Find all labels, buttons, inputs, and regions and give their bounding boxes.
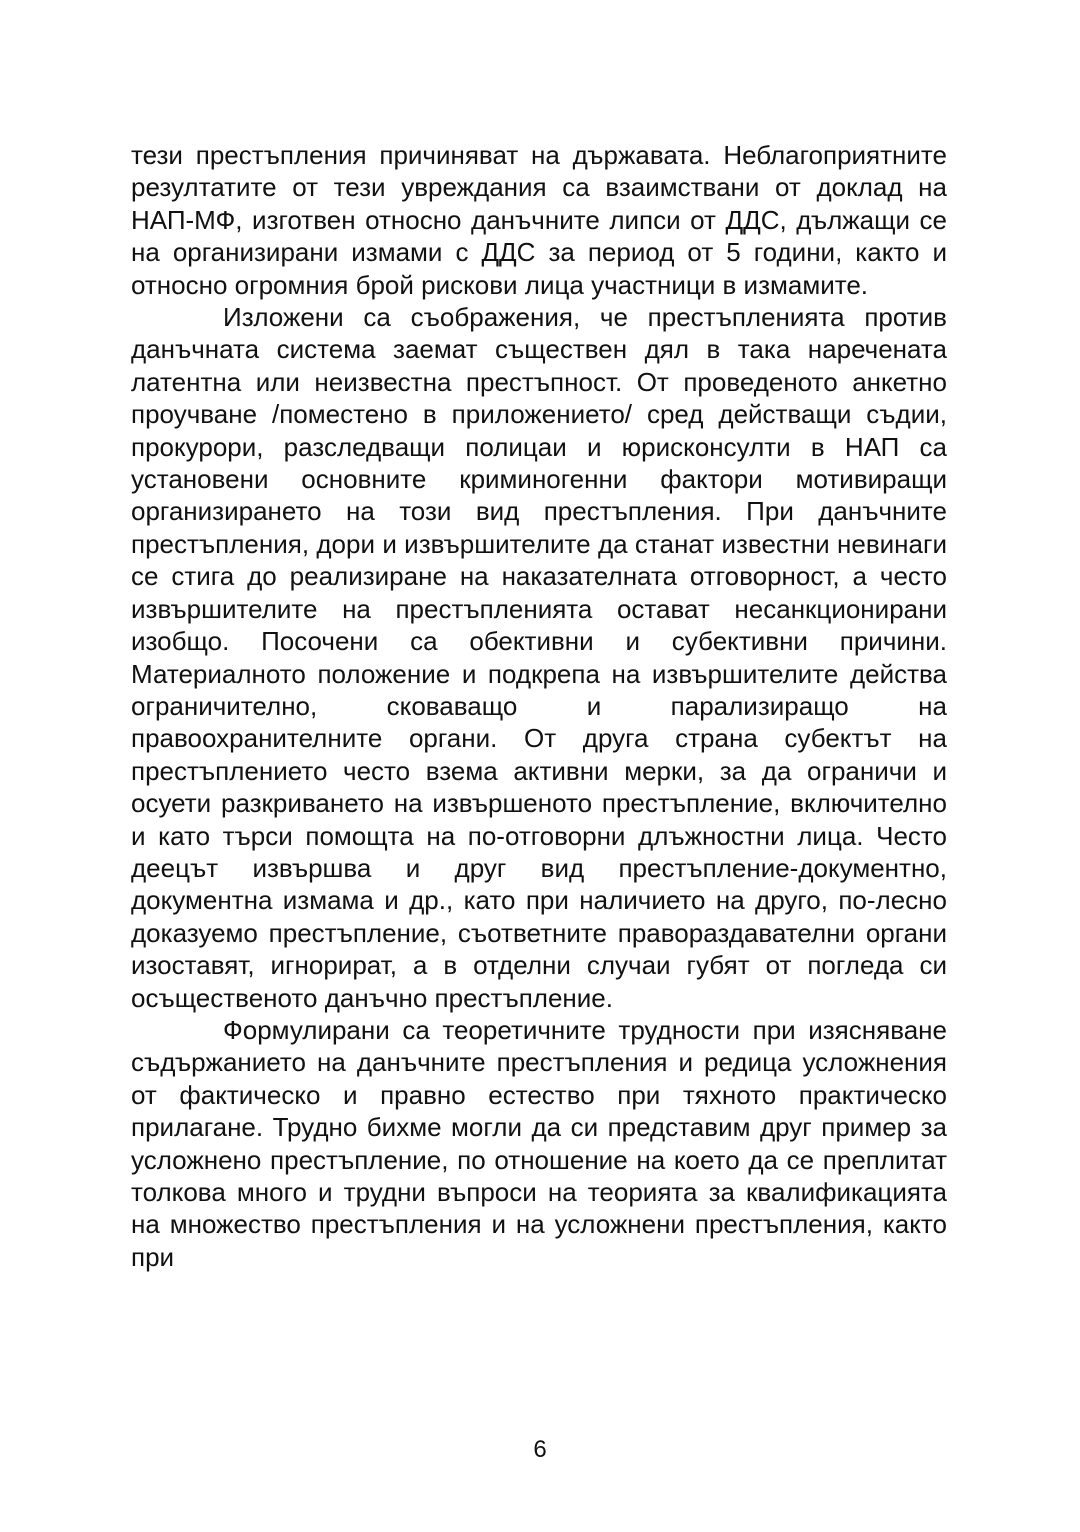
paragraph-continuation: тези престъпления причиняват на държавата. Неблагоприятните резултатите от тези увреждания са взаимствани от доклад на НАП-МФ, изготвен относно данъчните липси от ДДС, дължащи се на организирани измами с ДДС за период от 5 години, както и относно огромния брой рискови лица участници в измамите. (131, 140, 947, 300)
page-number: 6 (533, 1436, 547, 1463)
body-text (131, 139, 947, 1273)
paragraph-theoretical-difficulties: Формулирани са теоретичните трудности при изясняване съдържанието на данъчните престъпления и редица усложнения от фактическо и правно естество при тяхното практическо прилагане. Трудно бихме могли да си представим друг пример за усложнено престъпление, по отношение на което да се преплитат толкова много и трудни въпроси на теорията за квалификацията на множество престъпления и на усложнени престъпления, както при (131, 1014, 947, 1272)
paragraph-latent-crime: Изложени са съображения, че престъпленията против данъчната система заемат съществен дял в така наречената латентна или неизвестна престъпност. От проведеното анкетно проучване /поместено в приложението/ сред действащи съдии, прокурори, разследващи полицаи и юрисконсулти в НАП са установени основните криминогенни фактори мотивиращи организирането на този вид престъпления. При данъчните престъпления, дори и извършителите да станат известни невинаги се стига до реализиране на наказателната отговорност, а често извършителите на престъпленията остават несанкционирани изобщо. Посочени са обективни и субективни причини. Материалното положение и подкрепа на извършителите действа ограничително, сковаващо и парализиращо на правоохранителните органи. От друга страна субектът на престъплението често взема активни мерки, за да ограничи и осуети разкриването на извършеното престъпление, включително и като търси помощта на по-отговорни длъжностни лица. Често деецът извършва и друг вид престъпление-документно, документна измама и др., като при наличието на друго, по-лесно доказуемо престъпление, съответните правораздавателни органи изоставят, игнорират, а в отделни случаи губят от погледа си осъщественото данъчно престъпление. (131, 302, 947, 1013)
